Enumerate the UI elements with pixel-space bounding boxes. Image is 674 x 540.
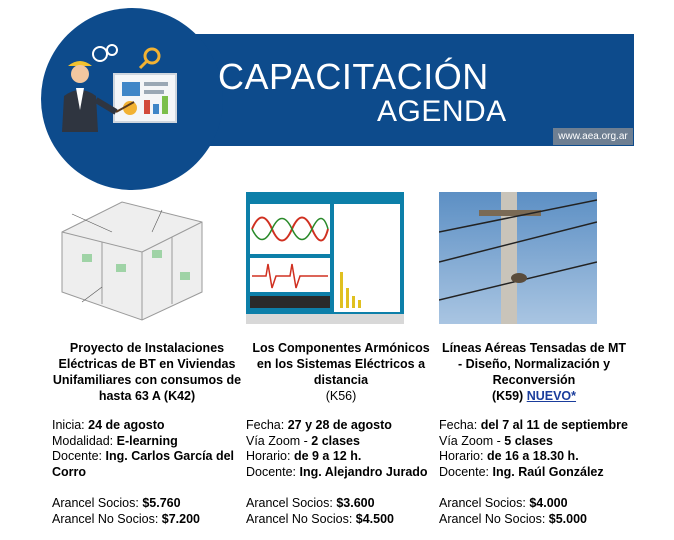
course-title: Líneas Aéreas Tensadas de MT - Diseño, Normalización y Reconversión (K59) NUEVO* [441,341,627,403]
course-card-k59 [439,340,629,527]
course-schedule: Horario: de 9 a 12 h. [246,449,362,463]
course-title: Proyecto de Instalaciones Eléctricas de BT en Viviendas Unifamiliares con consumos de hasta 63 A (K42) [52,341,242,403]
course-teacher: Docente: Ing. Raúl González [439,464,604,479]
course-card-k56 [246,340,436,527]
course-image-harmonics-screen [246,192,404,324]
course-start: Inicia: 24 de agosto [52,418,165,432]
course-image-installation-diagram [52,192,210,324]
course-card-k42 [52,340,242,527]
course-image-power-pole [439,192,597,324]
course-date: Fecha: 27 y 28 de agosto [246,418,392,432]
fee-members: Arancel Socios: $3.600 [246,496,375,510]
course-teacher: Docente: Ing. Carlos García del Corro [52,449,235,479]
fee-non-members: Arancel No Socios: $4.500 [246,511,395,526]
course-modality: Modalidad: E-learning [52,433,178,448]
course-schedule: Horario: de 16 a 18.30 h. [439,449,579,463]
course-teacher: Docente: Ing. Alejandro Jurado [246,464,428,479]
website-link[interactable]: www.aea.org.ar [553,128,633,145]
teacher-board-icon [52,40,192,136]
course-date: Fecha: del 7 al 11 de septiembre [439,418,628,432]
fee-non-members: Arancel No Socios: $7.200 [52,511,201,526]
course-modality: Vía Zoom - 2 clases [246,433,360,448]
fee-members: Arancel Socios: $4.000 [439,496,568,510]
new-badge-link[interactable]: NUEVO* [526,389,577,403]
header-title: CAPACITACIÓN [218,56,489,97]
header-subtitle: AGENDA [377,95,507,128]
fee-members: Arancel Socios: $5.760 [52,496,181,510]
fee-non-members: Arancel No Socios: $5.000 [439,511,588,526]
course-title: Los Componentes Armónicos en los Sistemas Eléctricos a distancia (K56) [252,341,430,403]
course-modality: Vía Zoom - 5 clases [439,433,553,448]
